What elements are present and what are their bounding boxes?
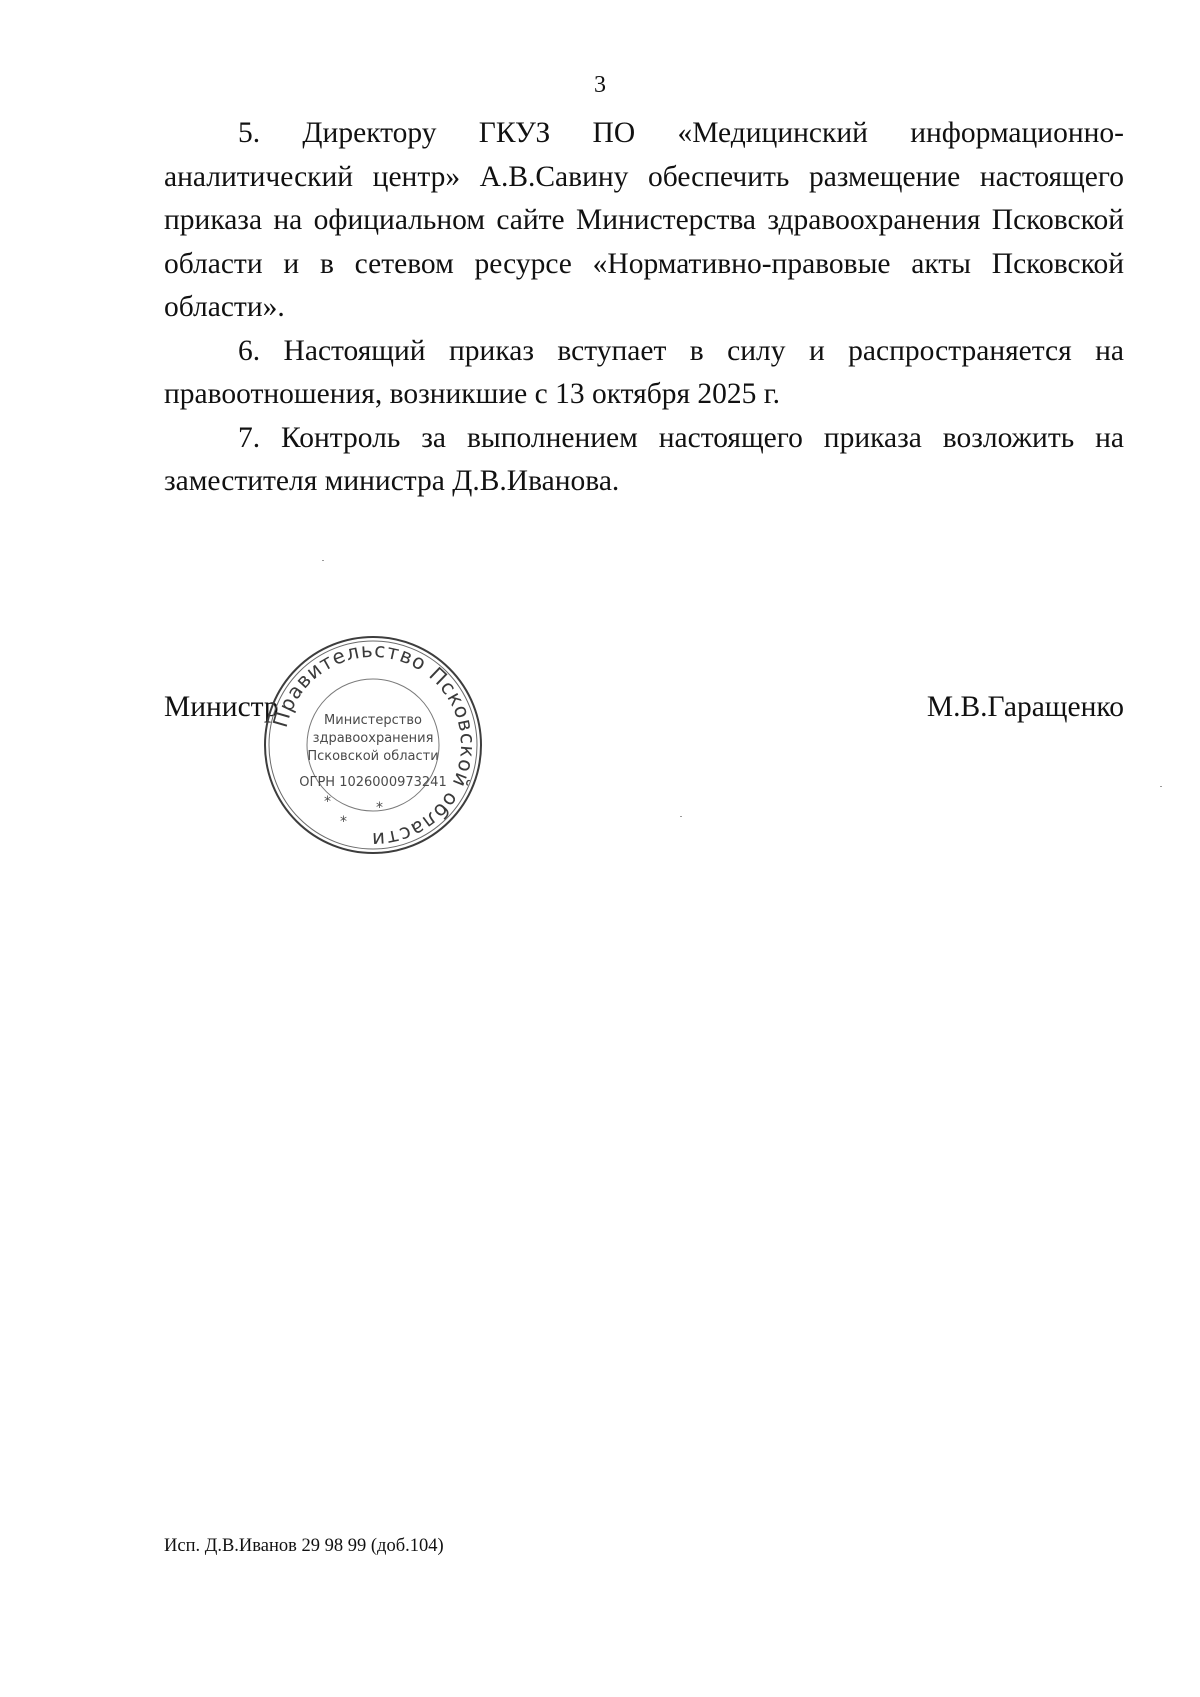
seal-outer-text: Правительство Псковской области: [267, 637, 481, 853]
scan-speck: [1160, 786, 1162, 787]
seal-star-icon: *: [340, 814, 347, 830]
paragraph-6: 6. Настоящий приказ вступает в силу и распространяется на правоотношения, возникшие с 13 октября 2025 г.: [164, 334, 1124, 410]
official-seal: [258, 630, 488, 860]
seal-icon: [258, 630, 488, 860]
signatory-title: Министр: [164, 691, 279, 723]
seal-star-icon: *: [324, 794, 331, 810]
seal-inner-line-2: здравоохранения: [312, 731, 434, 746]
seal-inner-line-3: Псковской области: [307, 749, 439, 764]
paragraph-7: 7. Контроль за выполнением настоящего приказа возложить на заместителя министра Д.В.Иванова.: [164, 421, 1124, 497]
paragraph-5: 5. Директору ГКУЗ ПО «Медицинский информационно-аналитический центр» А.В.Савину обеспечить размещение настоящего приказа на официальном сайте Министерства здравоохранения Псковской области и в сетевом ресурсе «Нормативно-правовые акты Псковской области».: [164, 117, 1124, 323]
scan-speck: [322, 560, 324, 561]
scan-speck: [680, 816, 682, 817]
seal-ogrn: ОГРН 1026000973241: [299, 775, 447, 790]
signatory-name: М.В.Гаращенко: [926, 691, 1124, 723]
executor-note: Исп. Д.В.Иванов 29 98 99 (доб.104): [164, 1536, 444, 1556]
page-number: 3: [594, 72, 606, 98]
order-body: [164, 112, 1124, 504]
seal-inner-line-1: Министерство: [324, 713, 422, 728]
seal-star-icon: *: [376, 800, 383, 816]
